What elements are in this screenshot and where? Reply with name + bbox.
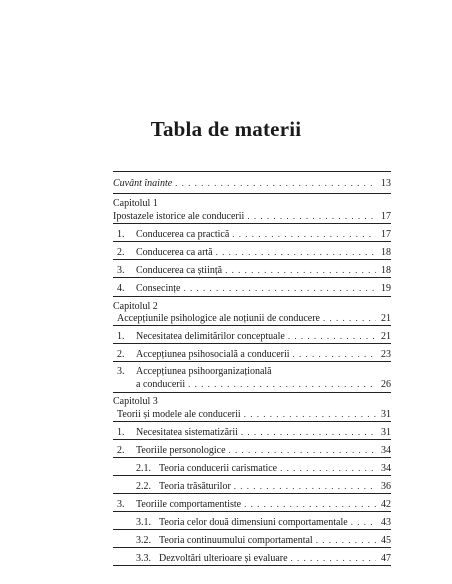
entry-text: Consecințe: [136, 283, 181, 294]
entry-text: Teoriile personologice: [136, 445, 226, 456]
rule-after-foreword: [113, 193, 391, 194]
entry-text: Teoria trăsăturilor: [159, 481, 231, 492]
section-rule: [113, 457, 391, 458]
entry-text: Conducerea ca practică: [136, 229, 230, 240]
entry-page: 26: [381, 379, 391, 390]
toc-entry[interactable]: [136, 515, 391, 529]
entry-page: 34: [381, 463, 391, 474]
entry-page: 45: [381, 535, 391, 546]
toc-entry-chapter-1-title[interactable]: [113, 209, 391, 223]
section-rule: [113, 277, 391, 278]
leader-dots: [293, 347, 376, 361]
entry-number: 2.1.: [136, 463, 151, 474]
entry-number: 3.: [117, 265, 125, 276]
entry-page: 18: [381, 247, 391, 258]
entry-text: Accepțiunea psihosocială a conducerii: [136, 349, 290, 360]
toc-entry-chapter-3-title[interactable]: [117, 407, 391, 421]
top-rule: [113, 171, 391, 172]
entry-text: Necesitatea sistematizării: [136, 427, 238, 438]
entry-number: 1.: [117, 229, 125, 240]
entry-text: Teoria conducerii carismatice: [159, 463, 278, 474]
entry-number: 1.: [117, 427, 125, 438]
entry-page: 18: [381, 265, 391, 276]
toc-entry[interactable]: [136, 479, 391, 493]
chapter-1-label: Capitolul 1: [113, 198, 158, 209]
leader-dots: [234, 479, 376, 493]
leader-dots: [225, 263, 376, 277]
entry-page: 13: [381, 178, 391, 189]
toc-entry-chapter-2-title[interactable]: [117, 311, 391, 325]
section-rule: [113, 325, 391, 326]
leader-dots: [280, 461, 376, 475]
leader-dots: [241, 425, 376, 439]
leader-dots: [244, 497, 376, 511]
chapter-3-label: Capitolul 3: [113, 396, 158, 407]
section-rule: [113, 343, 391, 344]
leader-dots: [175, 176, 376, 190]
entry-number: 2.2.: [136, 481, 151, 492]
toc-entry[interactable]: [117, 347, 391, 361]
toc-entry[interactable]: [117, 329, 391, 343]
entry-text: Dezvoltări ulterioare și evaluare: [159, 553, 288, 564]
entry-text: Cuvânt înainte: [113, 178, 173, 189]
entry-page: 21: [381, 313, 391, 324]
section-rule: [113, 475, 391, 476]
toc-entry[interactable]: [117, 263, 391, 277]
section-rule: [113, 529, 391, 530]
toc-entry[interactable]: [117, 245, 391, 259]
entry-text: Conducerea ca artă: [136, 247, 213, 258]
toc-entry[interactable]: [117, 281, 391, 295]
entry-page: 42: [381, 499, 391, 510]
leader-dots: [232, 227, 376, 241]
entry-number: 3.: [117, 499, 125, 510]
section-rule: [113, 493, 391, 494]
leader-dots: [351, 515, 376, 529]
entry-text: a conducerii: [136, 379, 186, 390]
entry-page: 36: [381, 481, 391, 492]
page-title: Tabla de materii: [150, 117, 302, 141]
toc-entry[interactable]: [136, 533, 391, 547]
entry-page: 43: [381, 517, 391, 528]
entry-number: 3.3.: [136, 553, 151, 564]
entry-page: 21: [381, 331, 391, 342]
entry-number: 3.2.: [136, 535, 151, 546]
section-rule: [113, 565, 391, 566]
entry-text: Accepțiunile psihologice ale noțiunii de conducere: [117, 313, 320, 324]
toc-entry[interactable]: [136, 377, 391, 391]
entry-text: Accepțiunea psihoorganizațională: [136, 366, 272, 377]
entry-text: Teoriile comportamentiste: [136, 499, 242, 510]
entry-page: 23: [381, 349, 391, 360]
chapter-2-label: Capitolul 2: [113, 301, 158, 312]
entry-page: 31: [381, 409, 391, 420]
chapter-rule: [113, 296, 391, 297]
toc-entry[interactable]: [117, 497, 391, 511]
chapter-rule: [113, 392, 391, 393]
leader-dots: [288, 329, 376, 343]
leader-dots: [323, 311, 376, 325]
leader-dots: [316, 533, 376, 547]
section-rule: [113, 361, 391, 362]
toc-entry-foreword[interactable]: [113, 176, 391, 190]
leader-dots: [216, 245, 376, 259]
leader-dots: [244, 407, 376, 421]
section-rule: [113, 223, 391, 224]
section-rule: [113, 421, 391, 422]
entry-page: 34: [381, 445, 391, 456]
toc-entry[interactable]: [136, 551, 391, 565]
toc-entry[interactable]: [136, 461, 391, 475]
entry-number: 2.: [117, 247, 125, 258]
leader-dots: [229, 443, 376, 457]
entry-number: 4.: [117, 283, 125, 294]
entry-page: 47: [381, 553, 391, 564]
section-rule: [113, 547, 391, 548]
toc-entry[interactable]: [117, 425, 391, 439]
leader-dots: [188, 377, 376, 391]
entry-text: Necesitatea delimitărilor conceptuale: [136, 331, 285, 342]
entry-number: 3.1.: [136, 517, 151, 528]
toc-entry[interactable]: [117, 227, 391, 241]
section-rule: [113, 241, 391, 242]
section-rule: [113, 511, 391, 512]
leader-dots: [183, 281, 376, 295]
entry-text: Ipostazele istorice ale conducerii: [113, 211, 245, 222]
leader-dots: [247, 209, 376, 223]
entry-page: 17: [381, 229, 391, 240]
section-rule: [113, 439, 391, 440]
toc-entry[interactable]: [117, 443, 391, 457]
entry-text: Teorii și modele ale conducerii: [117, 409, 241, 420]
entry-text: Conducerea ca știință: [136, 265, 223, 276]
entry-page: 19: [381, 283, 391, 294]
section-rule: [113, 259, 391, 260]
leader-dots: [291, 551, 376, 565]
entry-text: Teoria continuumului comportamental: [159, 535, 313, 546]
entry-number: 3.: [117, 366, 125, 377]
entry-page: 17: [381, 211, 391, 222]
entry-number: 2.: [117, 349, 125, 360]
entry-page: 31: [381, 427, 391, 438]
entry-text: Teoria celor două dimensiuni comportamentale: [159, 517, 348, 528]
entry-number: 2.: [117, 445, 125, 456]
entry-number: 1.: [117, 331, 125, 342]
